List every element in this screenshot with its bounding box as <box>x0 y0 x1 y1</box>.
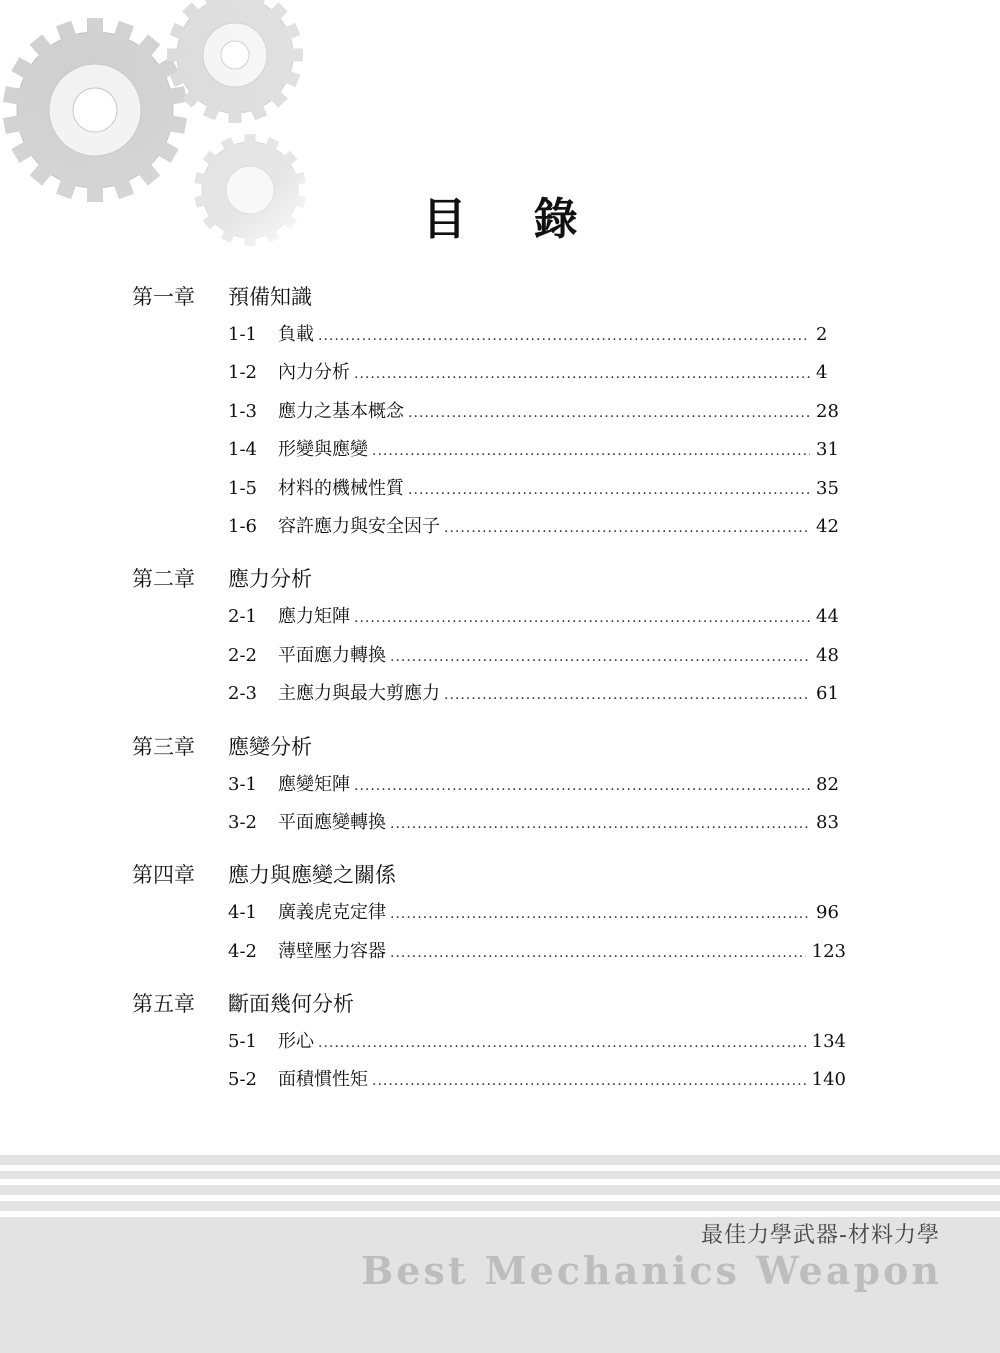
page-number: 4 <box>816 362 828 384</box>
dot-leader <box>444 676 810 714</box>
chapter-title: 應力與應變之關係 <box>228 863 396 888</box>
footer-book-title-en: Best Mechanics Weapon <box>361 1248 942 1293</box>
page-number: 83 <box>816 811 839 833</box>
toc-entry[interactable] <box>228 508 846 546</box>
dot-leader <box>390 895 810 933</box>
toc-entry[interactable] <box>228 804 846 842</box>
chapter-number: 第三章 <box>132 734 195 759</box>
dot-leader <box>318 1024 806 1062</box>
dot-leader <box>390 934 806 972</box>
dot-leader <box>372 432 810 470</box>
toc-chapter <box>132 560 852 713</box>
page-number: 31 <box>816 439 839 461</box>
page-number: 48 <box>816 644 839 666</box>
page-number: 28 <box>816 400 839 422</box>
section-number: 5-1 <box>228 1031 257 1053</box>
toc-entry[interactable] <box>228 316 846 354</box>
gears-decoration <box>0 0 380 300</box>
section-number: 1-2 <box>228 362 257 384</box>
page-number: 2 <box>816 324 828 345</box>
toc-entry[interactable] <box>228 1023 846 1061</box>
page-number: 134 <box>811 1031 846 1053</box>
chapter-heading <box>132 856 852 894</box>
chapter-heading <box>132 278 852 316</box>
dot-leader <box>444 509 810 547</box>
toc-entry[interactable] <box>228 598 846 636</box>
section-title: 應力矩陣 <box>278 606 350 628</box>
toc-entry[interactable] <box>228 470 846 508</box>
toc-entry[interactable] <box>228 354 846 392</box>
chapter-heading <box>132 560 852 598</box>
page-number: 140 <box>811 1069 846 1091</box>
footer-book-title-cn: 最佳力學武器-材料力學 <box>701 1223 940 1248</box>
toc-entry[interactable] <box>228 431 846 469</box>
section-title: 負載 <box>278 324 314 345</box>
chapter-number: 第二章 <box>132 567 195 592</box>
dot-leader <box>390 805 810 843</box>
section-title: 容許應力與安全因子 <box>278 515 440 537</box>
section-title: 平面應力轉換 <box>278 644 386 666</box>
toc-chapter <box>132 278 852 546</box>
section-number: 1-1 <box>228 324 257 345</box>
page-title: 目 錄 <box>422 194 604 245</box>
toc-chapter <box>132 985 852 1100</box>
page-number: 61 <box>816 683 839 705</box>
section-title: 內力分析 <box>278 362 350 384</box>
toc-chapter <box>132 728 852 843</box>
dot-leader <box>318 317 810 355</box>
section-title: 主應力與最大剪應力 <box>278 683 440 705</box>
section-title: 形變與應變 <box>278 439 368 461</box>
section-title: 應變矩陣 <box>278 773 350 795</box>
page-number: 42 <box>816 515 839 537</box>
section-number: 4-2 <box>228 940 257 962</box>
section-number: 1-3 <box>228 400 257 422</box>
toc-entry[interactable] <box>228 393 846 431</box>
page-number: 44 <box>816 606 839 628</box>
section-number: 2-1 <box>228 606 257 628</box>
page-number: 96 <box>816 902 839 924</box>
page-number: 123 <box>811 940 846 962</box>
dot-leader <box>372 1062 806 1100</box>
dot-leader <box>354 599 810 637</box>
chapter-title: 預備知識 <box>228 285 312 309</box>
section-title: 應力之基本概念 <box>278 400 404 422</box>
section-title: 平面應變轉換 <box>278 811 386 833</box>
chapter-number: 第四章 <box>132 863 195 888</box>
chapter-title: 應變分析 <box>228 734 312 759</box>
dot-leader <box>354 767 810 805</box>
section-number: 1-4 <box>228 439 257 461</box>
section-title: 面積慣性矩 <box>278 1069 368 1091</box>
chapter-heading <box>132 728 852 766</box>
toc-entry[interactable] <box>228 933 846 971</box>
section-number: 1-5 <box>228 477 257 499</box>
section-number: 3-1 <box>228 773 257 795</box>
dot-leader <box>408 471 810 509</box>
chapter-number: 第五章 <box>132 992 195 1017</box>
section-number: 1-6 <box>228 515 257 537</box>
page-number: 35 <box>816 477 839 499</box>
toc-entry[interactable] <box>228 894 846 932</box>
chapter-heading <box>132 985 852 1023</box>
table-of-contents <box>132 278 852 1114</box>
section-title: 形心 <box>278 1031 314 1053</box>
chapter-title: 斷面幾何分析 <box>228 992 354 1017</box>
section-title: 廣義虎克定律 <box>278 902 386 924</box>
toc-entry[interactable] <box>228 637 846 675</box>
toc-entry[interactable] <box>228 675 846 713</box>
section-number: 4-1 <box>228 902 257 924</box>
section-title: 薄壁壓力容器 <box>278 940 386 962</box>
dot-leader <box>354 355 810 393</box>
page-number: 82 <box>816 773 839 795</box>
dot-leader <box>408 394 810 432</box>
section-number: 2-3 <box>228 683 257 705</box>
section-number: 3-2 <box>228 811 257 833</box>
toc-entry[interactable] <box>228 1061 846 1099</box>
section-number: 2-2 <box>228 644 257 666</box>
section-title: 材料的機械性質 <box>278 477 404 499</box>
section-number: 5-2 <box>228 1069 257 1091</box>
toc-chapter <box>132 856 852 971</box>
toc-entry[interactable] <box>228 766 846 804</box>
chapter-number: 第一章 <box>132 285 195 309</box>
dot-leader <box>390 638 810 676</box>
chapter-title: 應力分析 <box>228 567 312 592</box>
